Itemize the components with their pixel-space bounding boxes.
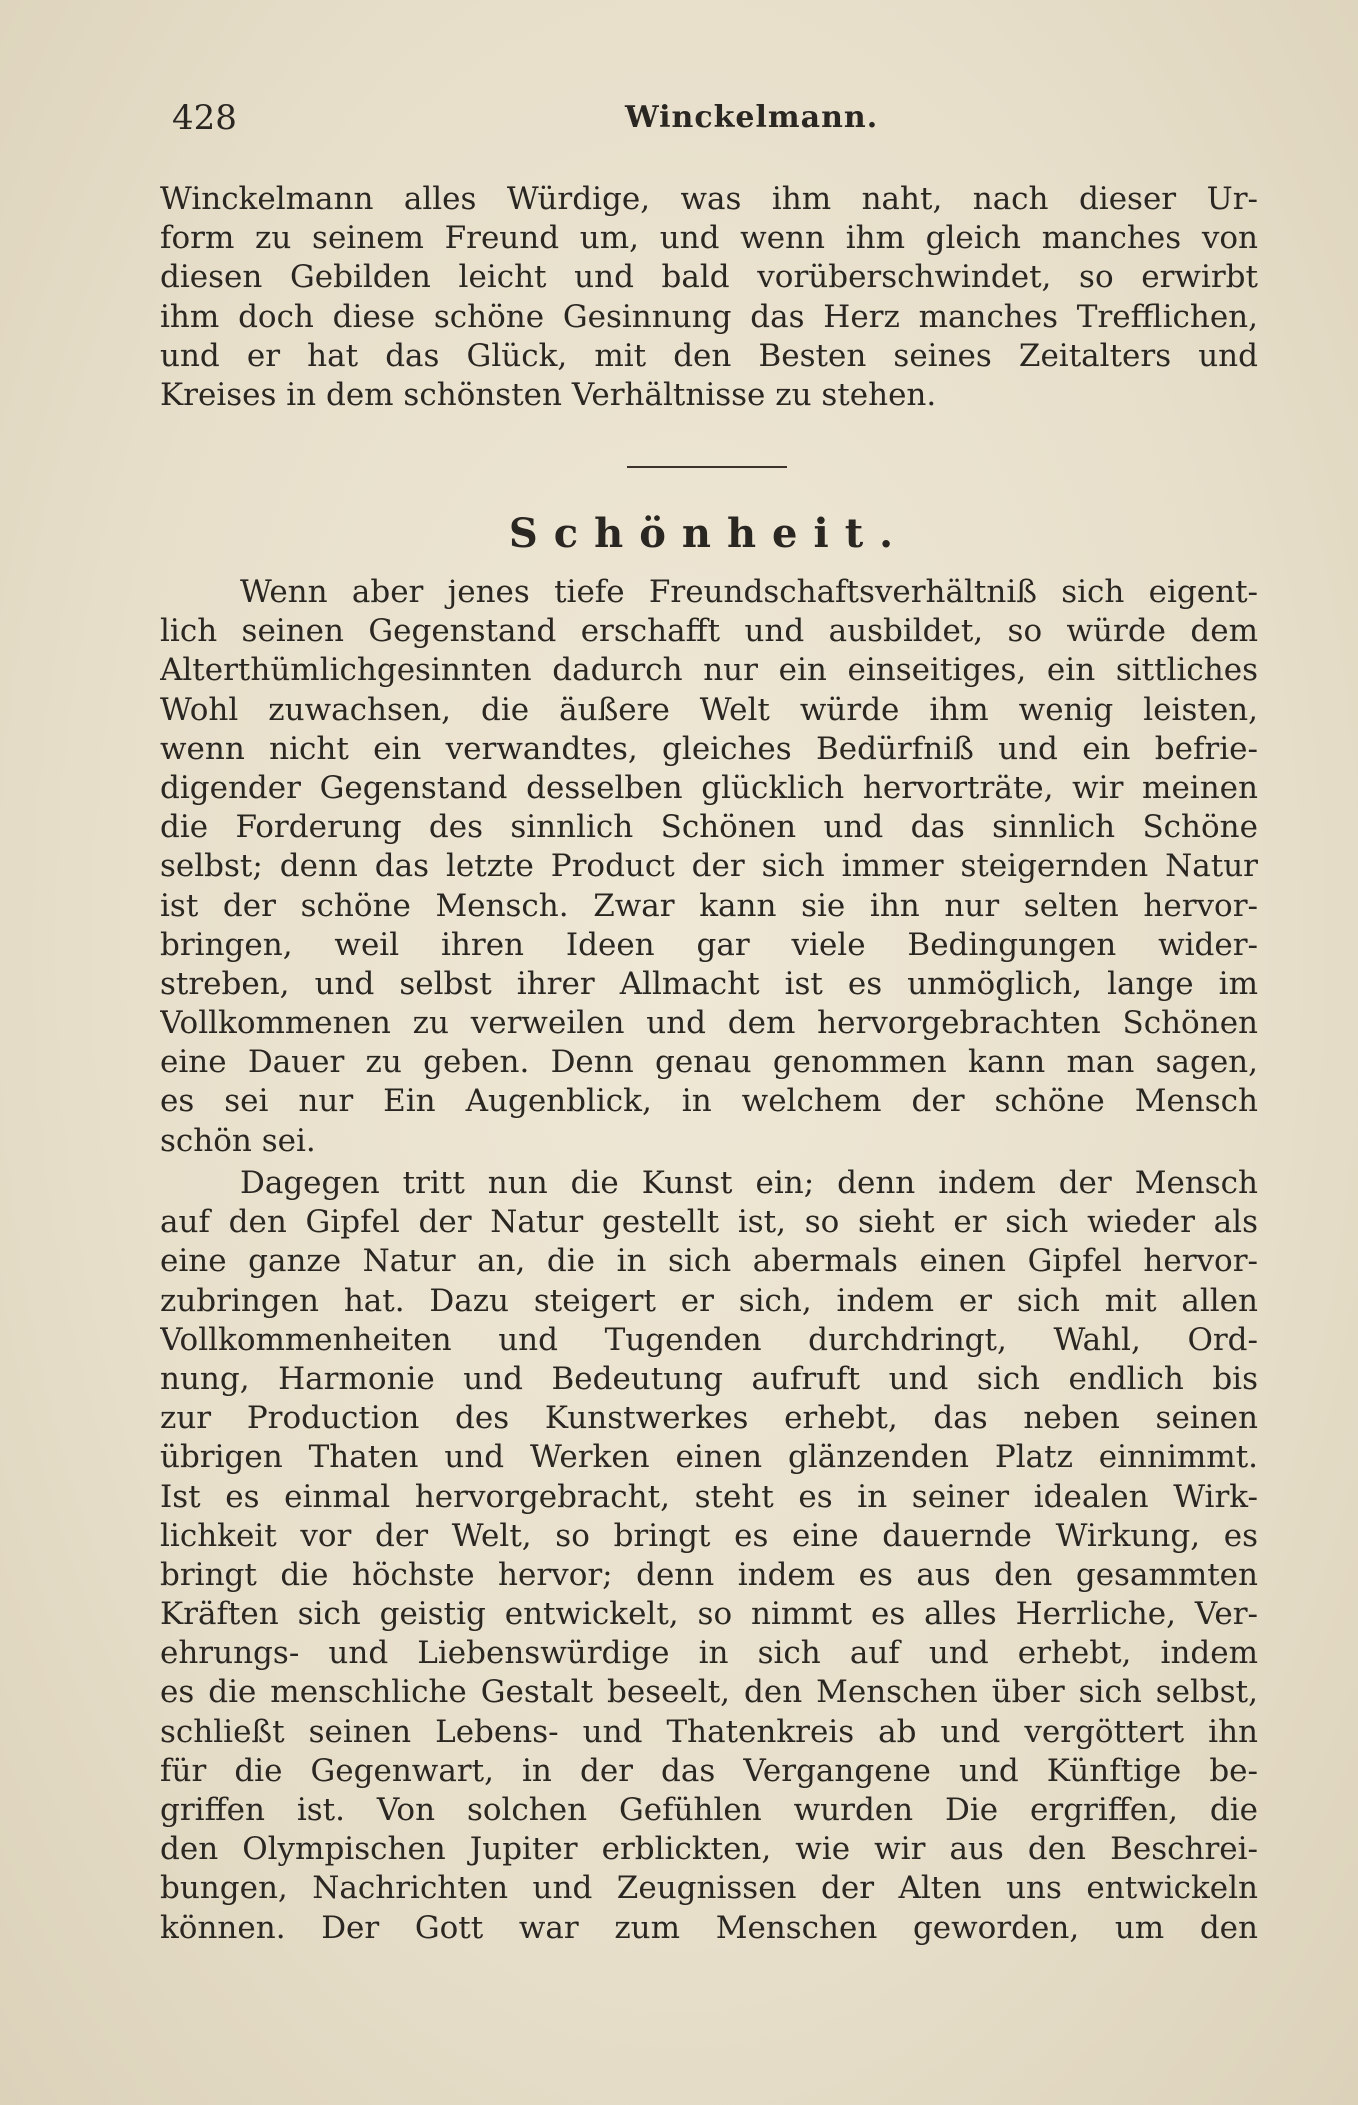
text-line: griffen ist. Von solchen Gefühlen wurden Die ergriffen, die — [160, 1792, 1258, 1828]
text-line: nung, Harmonie und Bedeutung aufruft und sich endlich bis — [160, 1360, 1258, 1397]
text-line: ist der schöne Mensch. Zwar kann sie ihn nur selten hervor- — [160, 887, 1258, 924]
text-line: diesen Gebilden leicht und bald vorüberschwindet, so erwirbt — [160, 259, 1258, 296]
text-line: streben, und selbst ihrer Allmacht ist es unmöglich, lange im — [160, 965, 1258, 1002]
running-head: Winckelmann. — [625, 100, 879, 135]
page-number: 428 — [172, 98, 237, 138]
text-line: lich seinen Gegenstand erschafft und ausbildet, so würde dem — [160, 613, 1258, 650]
text-line: eine Dauer zu geben. Denn genau genommen kann man sagen, — [160, 1044, 1258, 1081]
paragraph-2 — [160, 573, 1258, 1161]
section-title: Schönheit. — [508, 510, 910, 557]
text-line: form zu seinem Freund um, und wenn ihm gleich manches von — [160, 220, 1258, 257]
page-header — [160, 98, 1258, 148]
text-line: Wohl zuwachsen, die äußere Welt würde ihm wenig leisten, — [160, 691, 1258, 728]
text-line: können. Der Gott war zum Menschen geworden, um den — [160, 1909, 1258, 1946]
text-line: zubringen hat. Dazu steigert er sich, indem er sich mit allen — [160, 1282, 1258, 1319]
text-line: schön sei. — [160, 1122, 316, 1159]
paragraph-1 — [160, 180, 1258, 415]
text-line: übrigen Thaten und Werken einen glänzenden Platz einnimmt. — [160, 1439, 1258, 1476]
text-line: auf den Gipfel der Natur gestellt ist, so sieht er sich wieder als — [160, 1204, 1258, 1241]
text-line: digender Gegenstand desselben glücklich hervorträte, wir meinen — [160, 769, 1258, 806]
paragraph-3 — [160, 1164, 1258, 1948]
text-line: ehrungs- und Liebenswürdige in sich auf und erhebt, indem — [160, 1635, 1258, 1672]
text-line: den Olympischen Jupiter erblickten, wie wir aus den Beschrei- — [160, 1831, 1258, 1868]
text-line: Kräften sich geistig entwickelt, so nimmt es alles Herrliche, Ver- — [160, 1596, 1258, 1633]
text-line: für die Gegenwart, in der das Vergangene und Künftige be- — [160, 1752, 1258, 1789]
text-line: es sei nur Ein Augenblick, in welchem der schöne Mensch — [160, 1083, 1258, 1120]
text-line: und er hat das Glück, mit den Besten seines Zeitalters und — [160, 337, 1258, 374]
text-line: lichkeit vor der Welt, so bringt es eine dauernde Wirkung, es — [160, 1517, 1258, 1554]
text-line: bringt die höchste hervor; denn indem es aus den gesammten — [160, 1556, 1258, 1593]
text-line: schließt seinen Lebens- und Thatenkreis ab und vergöttert ihn — [160, 1713, 1258, 1750]
text-line: Vollkommenheiten und Tugenden durchdringt, Wahl, Ord- — [160, 1321, 1258, 1358]
text-line: Winckelmann alles Würdige, was ihm naht, nach dieser Ur- — [160, 181, 1258, 217]
text-line: selbst; denn das letzte Product der sich immer steigernden Natur — [160, 848, 1258, 885]
section-divider — [627, 466, 787, 468]
text-line: Kreises in dem schönsten Verhältnisse zu stehen. — [160, 376, 937, 413]
text-line: ihm doch diese schöne Gesinnung das Herz manches Trefflichen, — [160, 298, 1258, 335]
text-line: Vollkommenen zu verweilen und dem hervorgebrachten Schönen — [160, 1005, 1258, 1042]
text-line: es die menschliche Gestalt beseelt, den Menschen über sich selbst, — [160, 1674, 1258, 1711]
text-line: Wenn aber jenes tiefe Freundschaftsverhältniß sich eigent- — [240, 574, 1258, 610]
text-line: Dagegen tritt nun die Kunst ein; denn indem der Mensch — [240, 1165, 1258, 1201]
text-line: bungen, Nachrichten und Zeugnissen der Alten uns entwickeln — [160, 1870, 1258, 1907]
text-line: Alterthümlichgesinnten dadurch nur ein einseitiges, ein sittliches — [160, 652, 1258, 689]
text-line: Ist es einmal hervorgebracht, steht es in seiner idealen Wirk- — [160, 1478, 1258, 1515]
text-line: die Forderung des sinnlich Schönen und das sinnlich Schöne — [160, 809, 1258, 846]
text-line: wenn nicht ein verwandtes, gleiches Bedürfniß und ein befrie- — [160, 730, 1258, 767]
text-line: bringen, weil ihren Ideen gar viele Bedingungen wider- — [160, 926, 1258, 963]
text-line: eine ganze Natur an, die in sich abermals einen Gipfel hervor- — [160, 1243, 1258, 1280]
text-line: zur Production des Kunstwerkes erhebt, das neben seinen — [160, 1400, 1258, 1437]
